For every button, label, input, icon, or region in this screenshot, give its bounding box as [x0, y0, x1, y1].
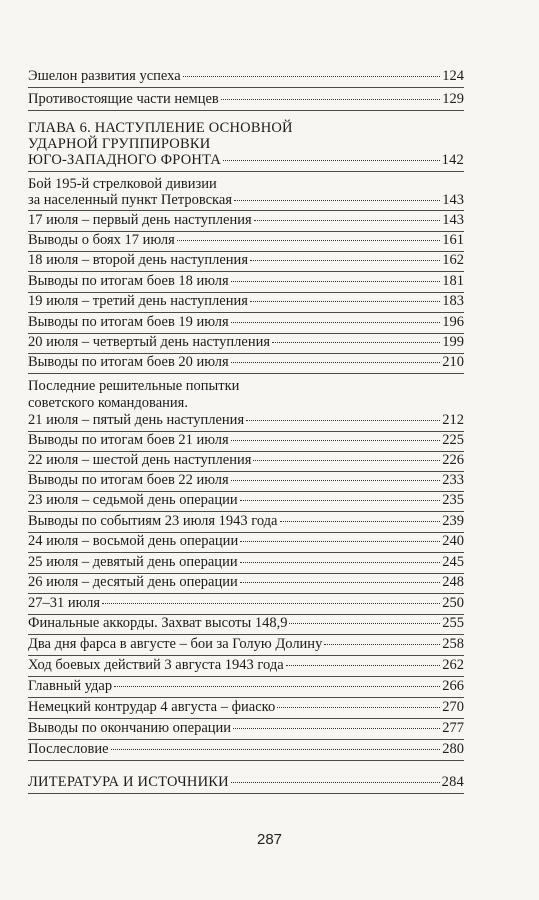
toc-entry-page: 129: [442, 91, 464, 107]
toc-entry: [28, 354, 464, 371]
toc-entry-page: 142: [441, 152, 464, 168]
toc-entry-page: 250: [442, 595, 464, 611]
divider: [28, 511, 464, 512]
toc-entry-title: Немецкий контрудар 4 августа – фиаско: [28, 699, 276, 715]
toc-entry-page: 280: [442, 741, 464, 757]
divider: [28, 697, 464, 698]
toc-entry-line: Бой 195-й стрелковой дивизии: [28, 176, 217, 192]
divider: [28, 655, 464, 656]
toc-entry-title: 17 июля – первый день наступления: [28, 212, 252, 228]
divider: [28, 552, 464, 553]
divider: [28, 373, 464, 374]
toc-entry-title: Эшелон развития успеха: [28, 68, 181, 84]
divider: [28, 634, 464, 635]
toc-entry-page: 262: [442, 657, 464, 673]
toc-entry-line: советского командования.: [28, 395, 188, 411]
toc-entry: [28, 472, 464, 489]
toc-entry-title: Главный удар: [28, 678, 113, 694]
toc-entry-page: 124: [442, 68, 464, 84]
toc-entry-title: 27–31 июля: [28, 595, 101, 611]
toc-entry-title: Послесловие: [28, 741, 109, 757]
toc-entry-page: 277: [442, 720, 464, 736]
toc-entry-title: 26 июля – десятый день операции: [28, 574, 238, 590]
toc-entry-page: 258: [442, 636, 464, 652]
toc-entry-title: Выводы по итогам боев 19 июля: [28, 314, 229, 330]
toc-entry: [28, 636, 464, 653]
toc-entry: [28, 513, 464, 530]
toc-entry: [28, 533, 464, 550]
toc-entry: [28, 252, 464, 269]
toc-chapter-entry: [28, 152, 464, 169]
divider: [28, 739, 464, 740]
divider: [28, 593, 464, 594]
divider: [28, 760, 464, 761]
toc-entry: [28, 212, 464, 229]
toc-entry: [28, 314, 464, 331]
toc-entry-title: Выводы о боях 17 июля: [28, 232, 175, 248]
toc-entry: [28, 657, 464, 674]
toc-entry: [28, 232, 464, 249]
divider: [28, 793, 464, 794]
toc-entry-page: 226: [442, 452, 464, 468]
toc-entry-title: Выводы по окончанию операции: [28, 720, 232, 736]
divider: [28, 312, 464, 313]
toc-entry-title: ЛИТЕРАТУРА И ИСТОЧНИКИ: [28, 774, 229, 790]
toc-entry: [28, 334, 464, 351]
toc-entry-title: Финальные аккорды. Захват высоты 148,9: [28, 615, 288, 631]
toc-entry-page: 181: [442, 273, 464, 289]
toc-entry: [28, 492, 464, 509]
toc-entry-title: 21 июля – пятый день наступления: [28, 412, 245, 428]
toc-entry-page: 143: [442, 192, 464, 208]
toc-entry-title: Выводы по итогам боев 22 июля: [28, 472, 229, 488]
toc-entry-page: 235: [442, 492, 464, 508]
divider: [28, 271, 464, 272]
toc-entry-title: 23 июля – седьмой день операции: [28, 492, 238, 508]
toc-entry-title: 19 июля – третий день наступления: [28, 293, 248, 309]
toc-entry-page: 248: [442, 574, 464, 590]
divider: [28, 110, 464, 111]
divider: [28, 676, 464, 677]
toc-entry: [28, 699, 464, 716]
toc-entry-title: 25 июля – девятый день операции: [28, 554, 238, 570]
toc-entry-title: Выводы по событиям 23 июля 1943 года: [28, 513, 278, 529]
toc-entry-page: 270: [442, 699, 464, 715]
toc-entry: [28, 595, 464, 612]
toc-entry-page: 225: [442, 432, 464, 448]
toc-entry: [28, 68, 464, 85]
toc-entry-page: 161: [442, 232, 464, 248]
toc-entry-title: Противостоящие части немцев: [28, 91, 219, 107]
toc-entry: [28, 720, 464, 737]
toc-entry-title: за населенный пункт Петровская: [28, 192, 232, 208]
toc-entry-title: 18 июля – второй день наступления: [28, 252, 248, 268]
toc-entry-page: 196: [442, 314, 464, 330]
toc-entry-title: Выводы по итогам боев 18 июля: [28, 273, 229, 289]
toc-entry: [28, 273, 464, 290]
toc-entry-title: 22 июля – шестой день наступления: [28, 452, 252, 468]
toc-entry-page: 266: [442, 678, 464, 694]
toc-entry-literature: [28, 774, 464, 791]
toc-entry: [28, 91, 464, 108]
toc-entry: [28, 615, 464, 632]
toc-entry-page: 245: [442, 554, 464, 570]
toc-entry-title: Ход боевых действий 3 августа 1943 года: [28, 657, 284, 673]
divider: [28, 210, 464, 211]
toc-entry-page: 255: [442, 615, 464, 631]
toc-entry-page: 240: [442, 533, 464, 549]
toc-entry: [28, 741, 464, 758]
toc-entry-page: 162: [442, 252, 464, 268]
toc-entry-title: Выводы по итогам боев 20 июля: [28, 354, 229, 370]
divider: [28, 718, 464, 719]
divider: [28, 87, 464, 88]
toc-entry-page: 212: [442, 412, 464, 428]
toc-entry-page: 239: [442, 513, 464, 529]
toc-entry-title: Два дня фарса в августе – бои за Голую Долину: [28, 636, 323, 652]
toc-entry-title: Выводы по итогам боев 21 июля: [28, 432, 229, 448]
toc-entry: [28, 293, 464, 310]
toc-chapter-line: ГЛАВА 6. НАСТУПЛЕНИЕ ОСНОВНОЙ: [28, 120, 293, 136]
toc-entry-line: Последние решительные попытки: [28, 378, 240, 394]
toc-entry-page: 284: [441, 774, 464, 790]
toc-entry: [28, 432, 464, 449]
toc-entry-title: 24 июля – восьмой день операции: [28, 533, 239, 549]
toc-entry: [28, 452, 464, 469]
toc-entry-page: 233: [442, 472, 464, 488]
toc-entry-page: 199: [442, 334, 464, 350]
toc-entry: [28, 554, 464, 571]
toc-entry: [28, 678, 464, 695]
toc-entry-page: 143: [442, 212, 464, 228]
toc-entry-title: ЮГО-ЗАПАДНОГО ФРОНТА: [28, 152, 222, 168]
toc-entry-page: 210: [442, 354, 464, 370]
toc-entry-title: 20 июля – четвертый день наступления: [28, 334, 271, 350]
toc-entry-page: 183: [442, 293, 464, 309]
page-number: 287: [256, 831, 283, 848]
divider: [28, 171, 464, 172]
toc-chapter-line: УДАРНОЙ ГРУППИРОВКИ: [28, 136, 211, 152]
toc-entry: [28, 574, 464, 591]
toc-entry: [28, 192, 464, 209]
toc-entry: [28, 412, 464, 429]
